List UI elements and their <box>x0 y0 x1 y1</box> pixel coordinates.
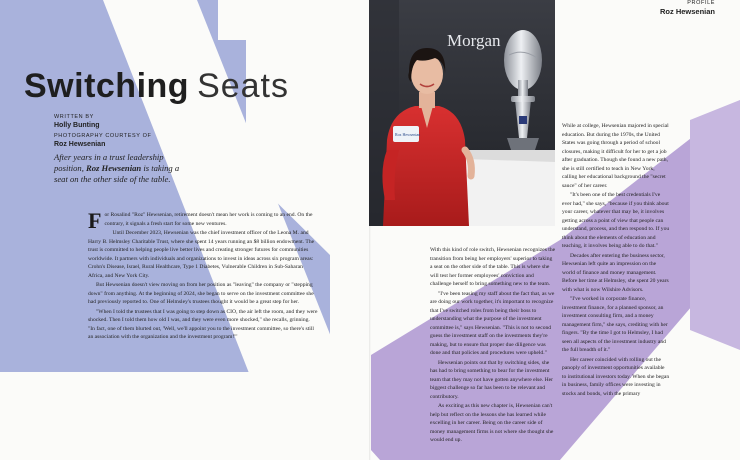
dek-before: After years in a trust leadership position, <box>54 152 164 173</box>
lavender-right-edge <box>690 100 740 350</box>
paragraph: "When I told the trustees that I was going to step down as CIO, the air left the room, and they were shocked. Then I told them how old I was, and they were even more shocked," she recalls, grinning. "In fact, one of them blurted out, 'Well, we'll appoint you to the investment committee, so there's still an association with the organization and the investment program!'" <box>88 308 318 340</box>
body-column-1 <box>88 208 318 343</box>
paragraph: "I've been teasing my staff about the fact that, as we are doing our work together, it's important to recognize that I've switched roles from being their boss to understanding what the purpose of the investment committee is," says Hewsenian. "This is not to second guess the investment staff on the investments they're making, but to ensure that proper due diligence was done and that policies and procedures were upheld." <box>430 290 555 356</box>
paragraph <box>88 208 318 233</box>
portrait-illustration <box>369 0 555 226</box>
portrait-photo <box>369 0 555 226</box>
paragraph: Until December 2023, Hewsenian was the chief investment officer of the Leona M. and Harry B. Helmsley Charitable Trust, where she spent 14 years running an $8 billion endowment. The trust is committed to helping people live better lives and creating stronger futures for communities worldwide. It partners with individuals and organizations to invest in ideas across six program areas: Crohn's Disease, Israel, Rural Healthcare, Type 1 Diabetes, Vulnerable Children in Sub-Saharan Africa, and New York City. <box>88 230 315 279</box>
body-column-3 <box>562 122 670 399</box>
body-column-2 <box>430 246 556 446</box>
paragraph: "It's been one of the best credentials I've ever had," she says, "because if you think about your career, whatever that may be, it involves getting across a point of view that people can understand, process, and then respond to. If you think about the elements of education and teaching, it involves being able to do that." <box>562 192 670 249</box>
white-lower-left <box>0 372 355 460</box>
byline <box>54 114 151 152</box>
dek-subject: Roz Hewsenian <box>86 163 142 173</box>
section-subject-name: Roz Hewsenian <box>659 7 715 16</box>
article-dek <box>54 152 184 185</box>
section-header <box>660 0 715 16</box>
photo-credit-label: PHOTOGRAPHY COURTESY OF <box>54 133 152 139</box>
paragraph: As exciting as this new chapter is, Hewsenian can't help but reflect on the lessons she has learned while excelling in her career. Being on the career side of money management firms is not where she thought she would end up. <box>430 403 554 443</box>
name-badge-text: Roz Hewsenian <box>395 132 421 137</box>
paragraph: "I've worked in corporate finance, investment finance, for a planned sponsor, an investment consulting firm, and a money management firm," she says, crediting with her fingers. "By the time I got to Helmsley, I had seen all aspects of the investment industry and the full breadth of it." <box>562 296 668 353</box>
paragraph: While at college, Hewsenian majored in special education. But during the 1970s, the United States was going through a period of school closures, making it difficult for her to get a job after graduation. Though she found a new path, she is still certified to teach in New York, calling her educational background the "secret sauce" of her career. <box>562 123 669 189</box>
drop-cap: F <box>88 208 102 233</box>
paragraph: With this kind of role switch, Hewsenian recognizes the transition from being her employers' superior to taking a seat on the other side of the table. This is where she will test her former employees' conviction and challenge herself to bring something new to the team. <box>430 247 556 287</box>
title-bold: Switching <box>24 67 190 105</box>
paragraph-text: or Rosalind "Roz" Hewsenian, retirement doesn't mean her work is coming to an end. On the contrary, it signals a fresh start for some new ventures. <box>104 212 313 227</box>
paragraph: Decades after entering the business sector, Hewsenian left quite an impression on the world of finance and money management. Before her time at Helmsley, she spent 20 years with what is now Wilshire Advisors. <box>562 252 669 293</box>
paragraph: Hewsenian points out that by switching sides, she has had to bring something to bear for the investment team that they may not have gotten anywhere else. Her biggest challenge so far has been to be relevant and contributory. <box>430 359 554 400</box>
paragraph: But Hewsenian doesn't view moving on from her position as "leaving" the company or "stepping down" from anything. At the beginning of 2024, she began to serve on the investment committee she had previously reported to. One of Helmsley's trustees thought it would be a great step for her. <box>88 282 314 305</box>
photo-credit-name: Roz Hewsenian <box>54 141 106 148</box>
paragraph: Her career coincided with rolling out the panoply of investment opportunities available to institutional investors today. When she began in business, family offices were investing in stocks and bonds, with the primary <box>562 356 670 397</box>
author-name: Holly Bunting <box>54 122 100 129</box>
backdrop-sign-text: Morgan <box>447 31 501 50</box>
section-kicker: PROFILE <box>687 0 715 6</box>
written-by-label: WRITTEN BY <box>54 114 94 120</box>
article-title <box>24 66 289 107</box>
title-light: Seats <box>197 67 290 105</box>
dek-after: is taking a seat on the other side of the table. <box>54 163 180 184</box>
